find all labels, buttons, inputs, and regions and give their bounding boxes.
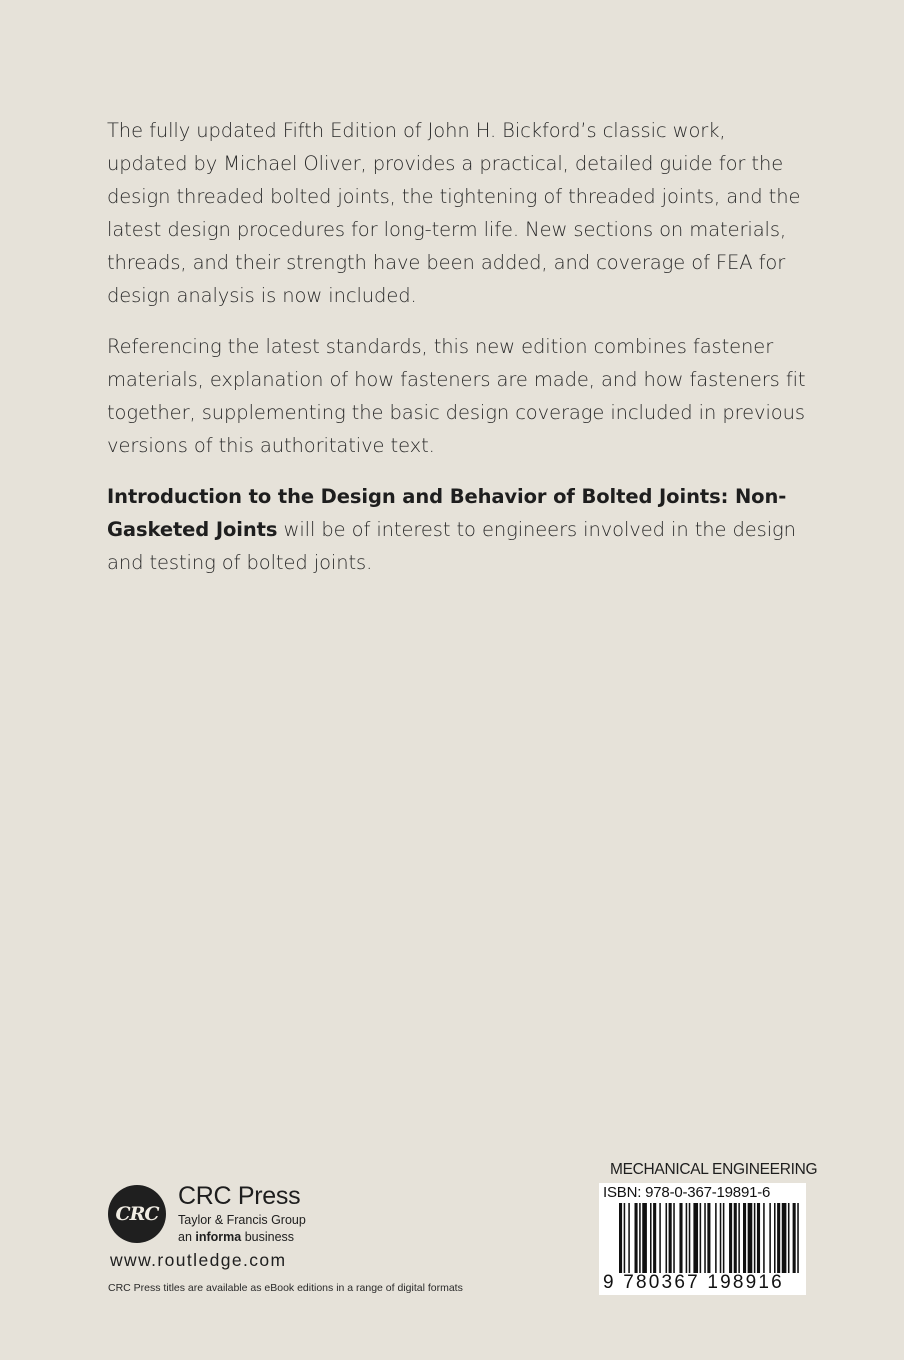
informa-brand: informa bbox=[195, 1230, 242, 1244]
barcode-bar bbox=[619, 1203, 622, 1273]
blurb-paragraph-3-text: will be of interest to engineers involved in the design and testing of bolted joints. bbox=[107, 518, 796, 574]
isbn-barcode bbox=[599, 1183, 806, 1295]
barcode-bar bbox=[642, 1203, 647, 1273]
barcode-bar bbox=[793, 1203, 796, 1273]
publisher-website: www.routledge.com bbox=[110, 1250, 287, 1270]
barcode-bar bbox=[797, 1203, 799, 1273]
barcode-bar bbox=[673, 1203, 675, 1273]
blurb-paragraph-1: The fully updated Fifth Edition of John H. Bickford’s classic work, updated by Michael Oliver, provides a practical, detailed guide for the design threaded bolted joints, the tightening of threaded joints, and the latest design procedures for long-term life. New sections on materials, threads, and their strength have been added, and coverage of FEA for design analysis is now included. bbox=[107, 119, 801, 307]
barcode-bar bbox=[650, 1203, 652, 1273]
barcode-digits: 9 780367 198916 bbox=[603, 1272, 784, 1293]
back-cover-blurb bbox=[107, 114, 807, 597]
barcode-bar bbox=[653, 1203, 656, 1273]
barcode-bar bbox=[754, 1203, 756, 1273]
barcode-bar bbox=[734, 1203, 737, 1273]
barcode-bar bbox=[666, 1203, 668, 1273]
barcode-bar bbox=[624, 1203, 626, 1273]
barcode-bar bbox=[769, 1203, 771, 1273]
subject-category: MECHANICAL ENGINEERING bbox=[610, 1161, 818, 1178]
barcode-bar bbox=[639, 1203, 641, 1273]
barcode-bar bbox=[757, 1203, 760, 1273]
blurb-paragraph-3 bbox=[107, 480, 807, 579]
blurb-paragraph-2: Referencing the latest standards, this new edition combines fastener materials, explanation of how fasteners are made, and how fasteners fit together, supplementing the basic design coverage included in previous versions of this authoritative text. bbox=[107, 335, 806, 457]
barcode-bar bbox=[777, 1203, 780, 1273]
barcode-bar bbox=[693, 1203, 698, 1273]
isbn-text: ISBN: 978-0-367-19891-6 bbox=[603, 1184, 771, 1201]
barcode-bar bbox=[700, 1203, 702, 1273]
barcode-bar bbox=[669, 1203, 672, 1273]
publisher-block bbox=[108, 1182, 488, 1312]
barcode-bar bbox=[628, 1203, 630, 1273]
barcode-bar bbox=[707, 1203, 710, 1273]
barcode-bar bbox=[723, 1203, 725, 1273]
publisher-group: Taylor & Francis Group bbox=[178, 1213, 306, 1227]
barcode-bar bbox=[704, 1203, 706, 1273]
book-title: Introduction to the Design and Behavior of Bolted Joints: Non-Gasketed Joints bbox=[107, 485, 787, 541]
barcode-bar bbox=[788, 1203, 790, 1273]
barcode-bar bbox=[720, 1203, 722, 1273]
barcode-bar bbox=[689, 1203, 691, 1273]
barcode-bar bbox=[738, 1203, 740, 1273]
barcode-bar bbox=[679, 1203, 682, 1273]
barcode-bar bbox=[763, 1203, 765, 1273]
barcode-bar bbox=[715, 1203, 717, 1273]
barcode-bar bbox=[748, 1203, 753, 1273]
crc-logo-icon: CRC bbox=[108, 1185, 166, 1243]
barcode-bar bbox=[635, 1203, 638, 1273]
barcode-bar bbox=[774, 1203, 776, 1273]
barcode-bar bbox=[782, 1203, 787, 1273]
barcode-bar bbox=[729, 1203, 732, 1273]
publisher-name: CRC Press bbox=[178, 1182, 301, 1210]
publisher-business-line: an informa business bbox=[178, 1230, 295, 1244]
barcode-bar bbox=[743, 1203, 746, 1273]
ebook-note: CRC Press titles are available as eBook editions in a range of digital formats bbox=[108, 1282, 463, 1294]
barcode-bar bbox=[686, 1203, 688, 1273]
barcode-bar bbox=[659, 1203, 661, 1273]
